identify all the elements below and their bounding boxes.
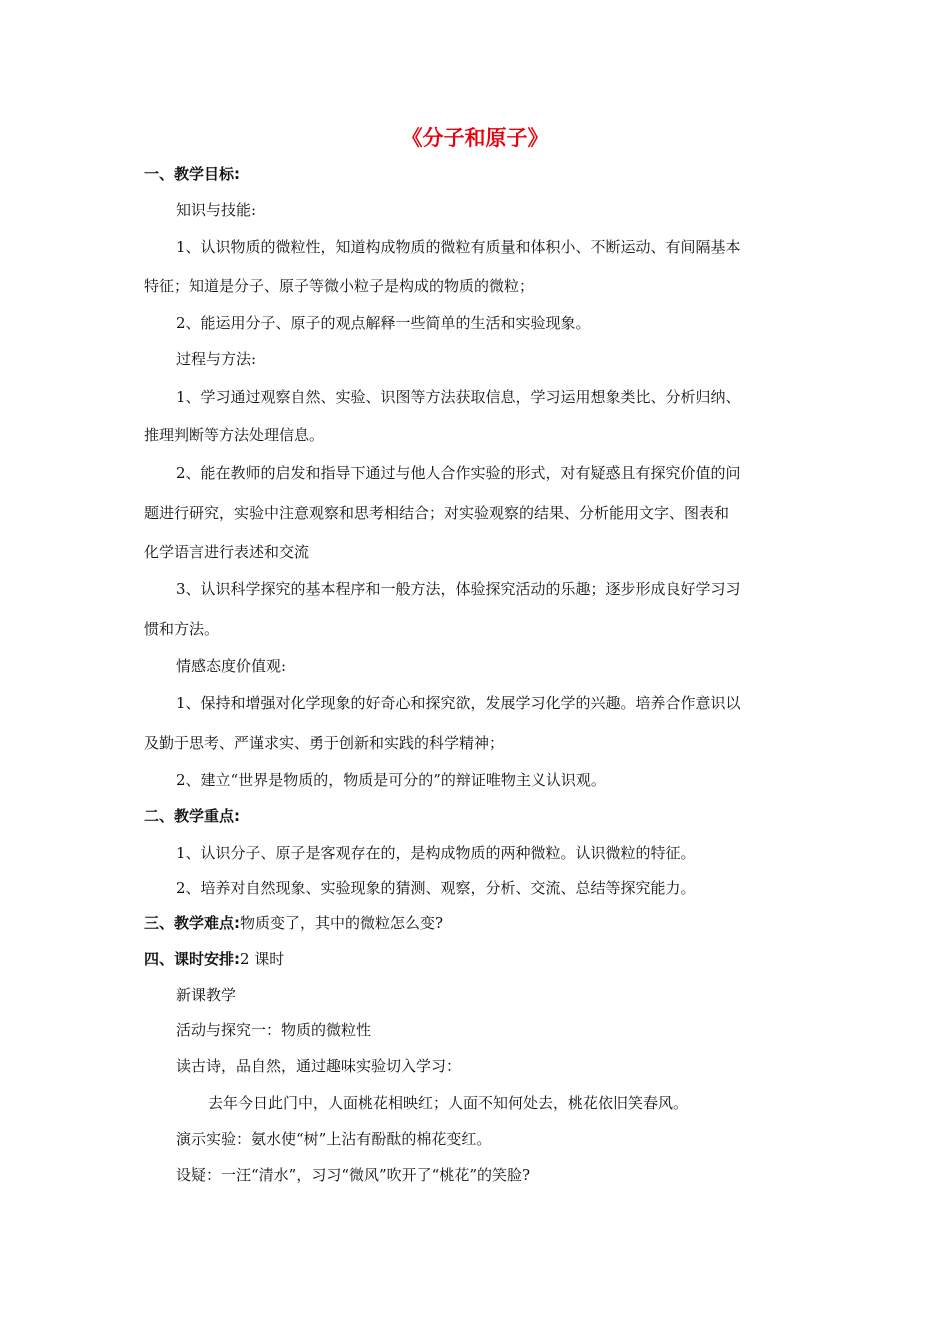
- section-heading-schedule: 四、课时安排:: [144, 950, 240, 968]
- paragraph-line: 2、培养对自然现象、实验现象的猜测、观察，分析、交流、总结等探究能力。: [176, 879, 696, 897]
- paragraph-line: 推理判断等方法处理信息。: [144, 426, 325, 444]
- section-difficulty: [144, 913, 443, 933]
- paragraph-line: 题进行研究，实验中注意观察和思考相结合；对实验观察的结果、分析能用文字、图表和: [144, 504, 730, 522]
- paragraph-line: 活动与探究一：物质的微粒性: [176, 1021, 372, 1039]
- paragraph-line: 设疑：一汪“清水”，习习“微风”吹开了“桃花”的笑脸?: [176, 1166, 531, 1184]
- paragraph-line: 1、认识物质的微粒性，知道构成物质的微粒有质量和体积小、不断运动、有间隔基本: [176, 238, 741, 256]
- difficulty-text: 物质变了，其中的微粒怎么变?: [240, 914, 444, 932]
- paragraph-line: 及勤于思考、严谨求实、勇于创新和实践的科学精神；: [144, 734, 505, 752]
- paragraph-line: 惯和方法。: [144, 620, 220, 638]
- subheading-process: 过程与方法:: [176, 350, 257, 368]
- section-heading-key-points: 二、教学重点:: [144, 807, 240, 825]
- paragraph-line: 读古诗，品自然，通过趣味实验切入学习：: [176, 1057, 462, 1075]
- paragraph-line: 特征；知道是分子、原子等微小粒子是构成的物质的微粒；: [144, 277, 535, 295]
- paragraph-line: 化学语言进行表述和交流: [144, 543, 310, 561]
- paragraph-line: 2、能在教师的启发和指导下通过与他人合作实验的形式，对有疑惑且有探究价值的问: [176, 464, 741, 482]
- paragraph-line: 2、能运用分子、原子的观点解释一些简单的生活和实验现象。: [176, 314, 591, 332]
- document-title: 《分子和原子》: [401, 126, 549, 150]
- paragraph-line: 2、建立“世界是物质的，物质是可分的”的辩证唯物主义认识观。: [176, 771, 606, 789]
- section-schedule: [144, 949, 284, 969]
- paragraph-line: 新课教学: [176, 986, 237, 1004]
- paragraph-line: 3、认识科学探究的基本程序和一般方法，体验探究活动的乐趣；逐步形成良好学习习: [176, 580, 741, 598]
- paragraph-line: 1、学习通过观察自然、实验、识图等方法获取信息，学习运用想象类比、分析归纳、: [176, 388, 741, 406]
- subheading-knowledge: 知识与技能:: [176, 201, 257, 219]
- section-heading-difficulty: 三、教学难点:: [144, 914, 240, 932]
- schedule-text: 2 课时: [240, 950, 285, 968]
- paragraph-line: 演示实验：氨水使“树”上沾有酚酞的棉花变红。: [176, 1130, 492, 1148]
- paragraph-line: 1、认识分子、原子是客观存在的，是构成物质的两种微粒。认识微粒的特征。: [176, 844, 696, 862]
- subheading-emotion: 情感态度价值观:: [176, 657, 287, 675]
- paragraph-line: 1、保持和增强对化学现象的好奇心和探究欲，发展学习化学的兴趣。培养合作意识以: [176, 694, 741, 712]
- section-heading-objectives: 一、教学目标:: [144, 165, 240, 183]
- poem-line: 去年今日此门中，人面桃花相映红；人面不知何处去，桃花依旧笑春风。: [208, 1094, 689, 1112]
